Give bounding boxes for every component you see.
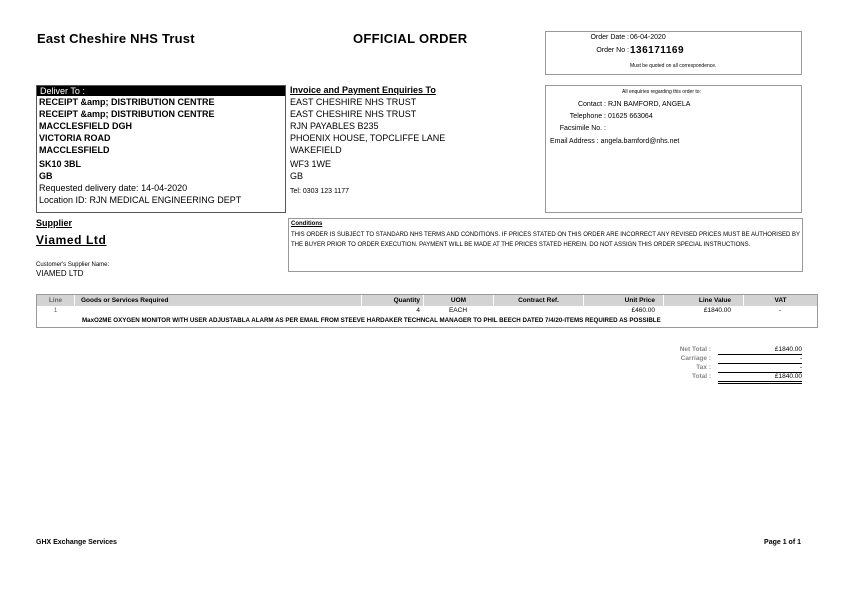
cell-line-value: £1840.00 (703, 307, 731, 314)
cell-unit-price: £460.00 (631, 307, 655, 314)
net-total-value: £1840.00 (718, 345, 802, 355)
invoice-line: EAST CHESHIRE NHS TRUST (290, 109, 417, 119)
customer-supplier-value: VIAMED LTD (36, 269, 84, 278)
telephone-row (546, 113, 653, 120)
invoice-line: EAST CHESHIRE NHS TRUST (290, 97, 417, 107)
conditions-heading: Conditions (291, 221, 323, 227)
order-no-value: 136171169 (630, 45, 685, 56)
contact-row (546, 101, 690, 108)
deliver-line: RECEIPT &amp; DISTRIBUTION CENTRE (39, 97, 215, 107)
col-quantity: Quantity (361, 295, 423, 306)
col-goods: Goods or Services Required (74, 295, 361, 306)
invoice-telephone: Tel: 0303 123 1177 (290, 188, 350, 195)
tax-label: Tax : (696, 364, 711, 371)
invoice-enquiries-block (290, 85, 542, 211)
deliver-to-box (36, 85, 286, 213)
deliver-line: MACCLESFIELD DGH (39, 121, 132, 131)
fax-label: Facsimile No. : (559, 125, 606, 132)
tax-value: - (718, 363, 802, 373)
invoice-line: RJN PAYABLES B235 (290, 121, 379, 131)
col-uom: UOM (423, 295, 493, 306)
contact-box (545, 85, 802, 213)
contact-value: RJN BAMFORD, ANGELA (607, 101, 691, 108)
contact-note: All enquiries regarding this order to: (622, 89, 701, 95)
order-no-note: Must be quoted on all correspondence. (630, 63, 717, 69)
item-description: MaxO2ME OXYGEN MONITOR WITH USER ADJUSTABLA ALARM AS PER EMAIL FROM STEEVE HARDAKER TECHNCAL MANAGER TO PHIL BEECH DATED 7/4/20-ITEMS REQUIRED AS POSSIBLE (82, 317, 661, 324)
table-row (37, 306, 817, 316)
email-label: Email Address : (550, 138, 599, 145)
cell-quantity: 4 (416, 307, 420, 314)
email-row (550, 138, 679, 145)
table-header (37, 295, 817, 306)
trust-name: East Cheshire NHS Trust (37, 31, 195, 46)
col-line-value: Line Value (663, 295, 743, 306)
totals-block (640, 345, 802, 381)
order-no-label: Order No : (596, 47, 629, 54)
deliver-line: GB (39, 171, 53, 181)
carriage-label: Carriage : (680, 355, 711, 362)
page-number: Page 1 of 1 (764, 539, 801, 546)
invoice-line: WAKEFIELD (290, 145, 342, 155)
col-unit-price: Unit Price (583, 295, 663, 306)
deliver-to-heading: Deliver To : (37, 86, 285, 96)
cell-contract-ref (493, 306, 583, 316)
net-total-row (640, 345, 802, 354)
grand-total-label: Total : (691, 373, 711, 380)
col-contract-ref: Contract Ref. (493, 295, 583, 306)
carriage-row (640, 354, 802, 363)
location-id: Location ID: RJN MEDICAL ENGINEERING DEPT (39, 195, 242, 205)
net-total-label: Net Total : (679, 346, 711, 353)
deliver-line: MACCLESFIELD (39, 145, 110, 155)
order-info-box (545, 31, 802, 75)
col-line: Line (48, 297, 63, 304)
customer-supplier-label: Customer's Supplier Name: (36, 262, 110, 268)
grand-total-row (640, 372, 802, 381)
deliver-line: SK10 3BL (39, 159, 82, 169)
deliver-line: RECEIPT &amp; DISTRIBUTION CENTRE (39, 109, 215, 119)
col-vat: VAT (743, 295, 817, 306)
invoice-heading: Invoice and Payment Enquiries To (290, 85, 436, 95)
cell-uom: EACH (448, 307, 468, 314)
grand-total-value: £1840.00 (718, 372, 802, 384)
conditions-box (288, 218, 803, 272)
cell-vat: - (778, 307, 782, 314)
order-date-label: Order Date : (590, 34, 629, 41)
footer-provider: GHX Exchange Services (36, 539, 117, 546)
tax-row (640, 363, 802, 372)
email-value: angela.bamford@nhs.net (600, 138, 680, 145)
document-title: OFFICIAL ORDER (353, 31, 468, 46)
cell-line: 1 (53, 307, 58, 314)
contact-label: Contact : (577, 101, 606, 108)
conditions-text: THIS ORDER IS SUBJECT TO STANDARD NHS TERMS AND CONDITIONS. IF PRICES STATED ON THIS ORDER ARE INCORRECT ANY REVISED PRICES MUST BE AUTHORISED BY THE BUYER PRIOR TO ORDER EXECUTION. PAYMENT WILL BE MADE AT THE PRICES STATED HEREIN. DO NOT ASSIGN THIS ORDER SPECIAL INSTRUCTIONS. (291, 232, 800, 248)
order-lines-table (36, 294, 818, 328)
cell-goods (74, 306, 361, 316)
carriage-value: - (718, 354, 802, 364)
invoice-line: GB (290, 171, 304, 181)
telephone-label: Telephone : (569, 113, 606, 120)
requested-delivery-date: Requested delivery date: 14-04-2020 (39, 183, 188, 193)
supplier-name: Viamed Ltd (36, 233, 107, 247)
fax-row (546, 125, 606, 132)
supplier-label: Supplier (36, 218, 73, 228)
invoice-line: PHOENIX HOUSE, TOPCLIFFE LANE (290, 133, 446, 143)
deliver-line: VICTORIA ROAD (39, 133, 111, 143)
invoice-line: WF3 1WE (290, 159, 332, 169)
telephone-value: 01625 663064 (607, 113, 653, 120)
order-date-value: 06-04-2020 (630, 34, 666, 41)
